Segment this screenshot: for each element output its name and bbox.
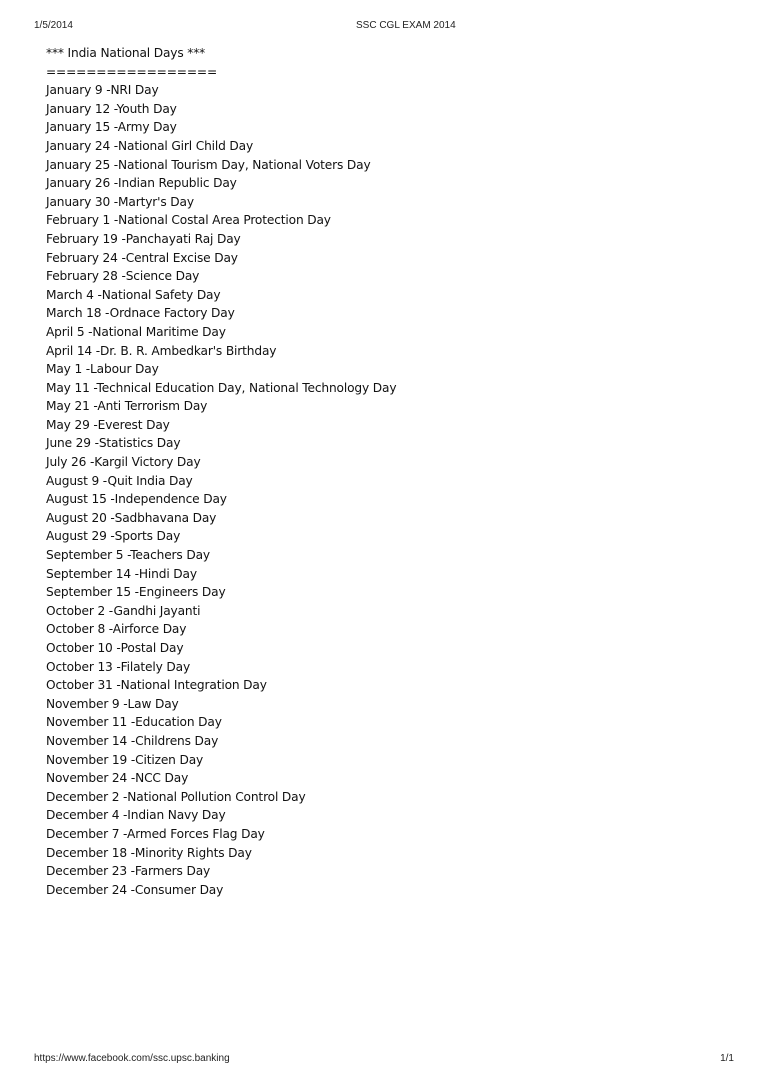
list-item: November 11 -Education Day — [46, 715, 222, 730]
list-item: May 11 -Technical Education Day, National Technology Day — [46, 380, 397, 395]
list-item: July 26 -Kargil Victory Day — [46, 455, 201, 470]
list-item: August 15 -Independence Day — [46, 492, 227, 507]
list-item: October 13 -Filately Day — [46, 659, 191, 674]
list-item: August 20 -Sadbhavana Day — [46, 510, 217, 525]
header-title: SSC CGL EXAM 2014 — [356, 20, 456, 31]
page-header — [34, 20, 734, 34]
list-item: October 31 -National Integration Day — [46, 678, 267, 693]
list-item: February 19 -Panchayati Raj Day — [46, 231, 241, 246]
list-item: September 14 -Hindi Day — [46, 566, 197, 581]
list-item: September 15 -Engineers Day — [46, 585, 226, 600]
national-days-list — [46, 81, 728, 899]
page-number: 1/1 — [720, 1053, 734, 1064]
list-item: December 23 -Farmers Day — [46, 864, 211, 879]
list-item: January 26 -Indian Republic Day — [46, 176, 237, 191]
list-item: October 8 -Airforce Day — [46, 622, 187, 637]
list-item: April 5 -National Maritime Day — [46, 324, 226, 339]
footer-url: https://www.facebook.com/ssc.upsc.banking — [34, 1053, 230, 1064]
heading-separator: ================= — [46, 64, 218, 79]
header-date: 1/5/2014 — [34, 20, 73, 31]
list-item: February 24 -Central Excise Day — [46, 250, 238, 265]
list-item: November 24 -NCC Day — [46, 771, 189, 786]
list-item: October 2 -Gandhi Jayanti — [46, 603, 201, 618]
list-item: August 29 -Sports Day — [46, 529, 181, 544]
list-item: December 2 -National Pollution Control Day — [46, 789, 306, 804]
list-item: February 28 -Science Day — [46, 269, 200, 284]
list-item: January 24 -National Girl Child Day — [46, 138, 254, 153]
list-item: May 21 -Anti Terrorism Day — [46, 399, 208, 414]
list-item: April 14 -Dr. B. R. Ambedkar's Birthday — [46, 343, 277, 358]
list-item: October 10 -Postal Day — [46, 641, 184, 655]
list-item: June 29 -Statistics Day — [46, 436, 181, 451]
list-item: March 18 -Ordnace Factory Day — [46, 306, 235, 321]
list-item: September 5 -Teachers Day — [46, 548, 210, 563]
page-footer — [34, 1053, 734, 1067]
list-item: January 9 -NRI Day — [46, 83, 159, 98]
list-item: November 14 -Childrens Day — [46, 733, 219, 748]
list-item: March 4 -National Safety Day — [46, 287, 221, 302]
list-item: February 1 -National Costal Area Protection Day — [46, 213, 331, 228]
list-item: January 25 -National Tourism Day, National Voters Day — [46, 157, 371, 172]
list-item: January 12 -Youth Day — [46, 101, 177, 116]
document-body — [46, 44, 728, 899]
list-item: May 1 -Labour Day — [46, 362, 159, 377]
list-item: December 7 -Armed Forces Flag Day — [46, 826, 265, 841]
list-item: November 19 -Citizen Day — [46, 752, 204, 767]
list-item: December 18 -Minority Rights Day — [46, 845, 252, 860]
list-item: November 9 -Law Day — [46, 696, 179, 711]
list-item: December 4 -Indian Navy Day — [46, 808, 226, 823]
list-item: January 30 -Martyr's Day — [46, 194, 194, 209]
list-item: August 9 -Quit India Day — [46, 473, 193, 488]
list-item: December 24 -Consumer Day — [46, 882, 224, 897]
list-item: January 15 -Army Day — [46, 120, 177, 135]
document-heading: *** India National Days *** — [46, 46, 206, 60]
list-item: May 29 -Everest Day — [46, 417, 170, 432]
